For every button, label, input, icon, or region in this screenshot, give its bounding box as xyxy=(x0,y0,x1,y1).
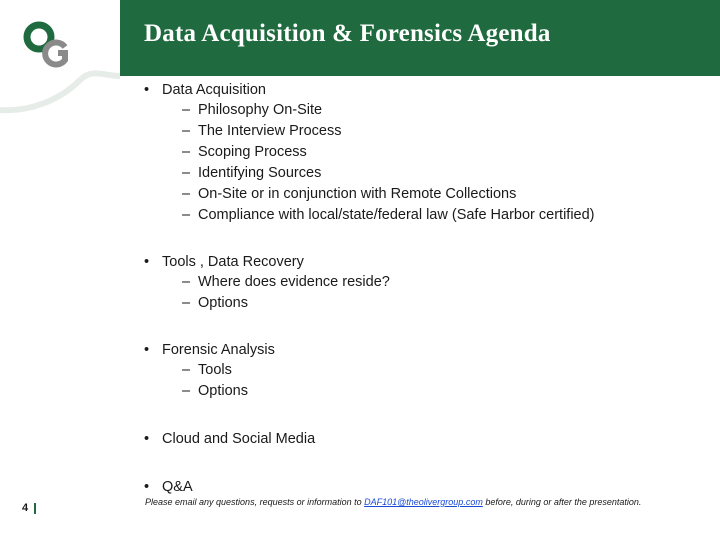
list-item: – The Interview Process xyxy=(182,123,342,139)
list-item: – Where does evidence reside? xyxy=(182,274,390,290)
agenda-section-cloud xyxy=(144,429,315,449)
list-item: – Tools xyxy=(182,362,232,378)
section-heading: • Data Acquisition xyxy=(144,82,266,98)
section-heading: • Q&A xyxy=(144,479,193,495)
agenda-section-tools xyxy=(144,252,390,314)
agenda-section-data-acquisition xyxy=(144,80,595,226)
list-item: – Identifying Sources xyxy=(182,165,322,181)
page-number: 4 xyxy=(22,502,29,514)
agenda-section-forensic-analysis xyxy=(144,340,275,402)
logo-icon xyxy=(0,0,120,120)
agenda-section-qa xyxy=(144,477,193,497)
list-item: – Options xyxy=(182,383,248,399)
list-item: – Options xyxy=(182,295,248,311)
section-heading: • Cloud and Social Media xyxy=(144,431,316,447)
section-heading: • Forensic Analysis xyxy=(144,342,275,358)
email-link[interactable]: DAF101@theolivergroup.com xyxy=(364,497,483,507)
list-item: – Scoping Process xyxy=(182,144,307,160)
footer-note: Please email any questions, requests or information to DAF101@theolivergroup.com before, during or after the presentation. xyxy=(145,497,642,507)
list-item: – Compliance with local/state/federal law (Safe Harbor certified) xyxy=(182,207,595,223)
section-heading: • Tools , Data Recovery xyxy=(144,254,304,270)
footer-divider xyxy=(34,503,36,514)
list-item: – On-Site or in conjunction with Remote Collections xyxy=(182,186,517,202)
list-item: – Philosophy On-Site xyxy=(182,102,323,118)
page-title: Data Acquisition & Forensics Agenda xyxy=(144,20,551,47)
company-logo xyxy=(0,0,120,120)
